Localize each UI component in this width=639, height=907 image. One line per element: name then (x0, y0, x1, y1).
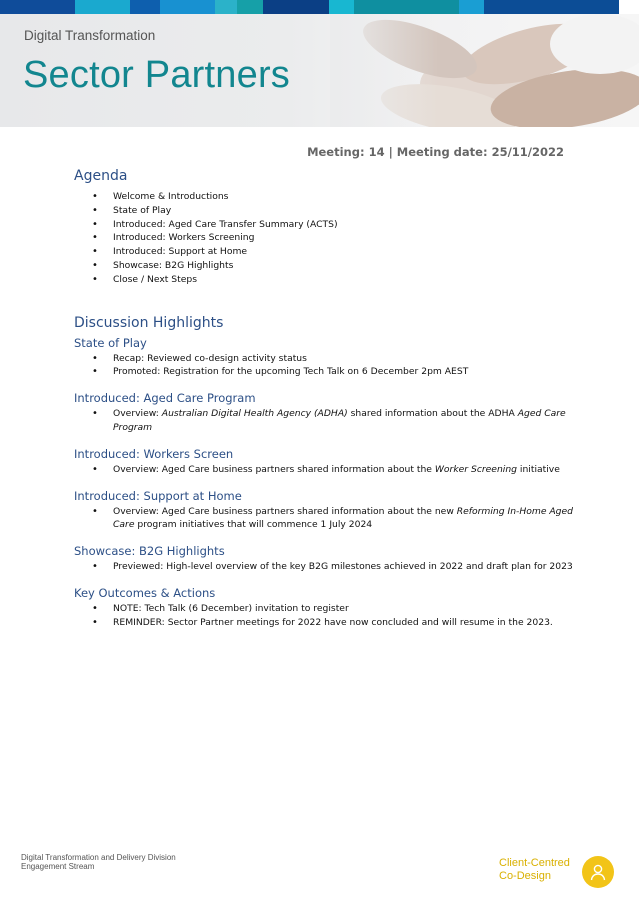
top-color-bar (0, 0, 639, 14)
list-item: • Previewed: High-level overview of the key B2G milestones achieved in 2022 and draft plan for 2023 (74, 560, 574, 574)
footer-brand-line1: Client-Centred (499, 857, 570, 869)
list-item: • Introduced: Aged Care Transfer Summary (ACTS) (74, 218, 574, 232)
showcase-list (74, 560, 574, 574)
list-item: • Showcase: B2G Highlights (74, 259, 574, 273)
footer-division-name: Digital Transformation and Delivery Division (21, 853, 176, 862)
support-at-home-list (74, 505, 574, 533)
list-item: • NOTE: Tech Talk (6 December) invitation to register (74, 602, 574, 616)
footer-division (21, 853, 176, 871)
list-item: • Introduced: Workers Screening (74, 231, 574, 245)
person-icon (582, 856, 614, 888)
item-text: Overview: Aged Care business partners shared information about the new (113, 505, 457, 517)
workers-screen-list (74, 463, 574, 477)
header-subtitle: Digital Transformation (24, 28, 156, 43)
document-body (74, 168, 574, 630)
state-of-play-list (74, 352, 574, 380)
list-item (74, 407, 574, 435)
agenda-list (74, 190, 574, 287)
item-emphasis: Reforming In-Home Aged Care (113, 505, 573, 531)
section-heading-key-outcomes: Key Outcomes & Actions (74, 585, 216, 600)
item-text: Overview: (113, 408, 162, 420)
list-item: • REMINDER: Sector Partner meetings for 2022 have now concluded and will resume in the 2023. (74, 616, 574, 630)
section-heading-showcase: Showcase: B2G Highlights (74, 544, 225, 559)
list-item (74, 505, 574, 533)
section-heading-state-of-play: State of Play (74, 335, 147, 350)
meeting-info: Meeting: 14 | Meeting date: 25/11/2022 (307, 145, 564, 159)
stacked-hands-image (330, 14, 639, 127)
list-item: • Introduced: Support at Home (74, 245, 574, 259)
aged-care-program-list (74, 407, 574, 435)
discussion-heading: Discussion Highlights (74, 314, 224, 331)
footer-stream-name: Engagement Stream (21, 862, 95, 871)
key-outcomes-list (74, 602, 574, 630)
footer-brand (499, 857, 570, 883)
item-emphasis: Aged Care Program (113, 408, 566, 433)
section-heading-aged-care-program: Introduced: Aged Care Program (74, 391, 256, 406)
list-item: • Close / Next Steps (74, 273, 574, 287)
section-heading-support-at-home: Introduced: Support at Home (74, 488, 242, 503)
item-text: initiative (517, 463, 560, 475)
list-item (74, 463, 574, 477)
agenda-heading: Agenda (74, 168, 128, 184)
section-heading-workers-screen: Introduced: Workers Screen (74, 446, 234, 461)
list-item: • Promoted: Registration for the upcoming Tech Talk on 6 December 2pm AEST (74, 365, 574, 379)
item-text: shared information about the ADHA (347, 408, 518, 420)
header-banner (0, 14, 639, 127)
page-title: Sector Partners (23, 54, 290, 96)
list-item: • State of Play (74, 204, 574, 218)
item-text: Overview: Aged Care business partners shared information about the (113, 463, 435, 475)
item-emphasis: Worker Screening (434, 463, 517, 475)
item-emphasis: Australian Digital Health Agency (ADHA) (161, 408, 348, 420)
list-item: • Welcome & Introductions (74, 190, 574, 204)
item-text: program initiatives that will commence 1 July 2024 (134, 519, 373, 531)
list-item: • Recap: Reviewed co-design activity status (74, 352, 574, 366)
footer-brand-line2: Co-Design (499, 870, 551, 882)
